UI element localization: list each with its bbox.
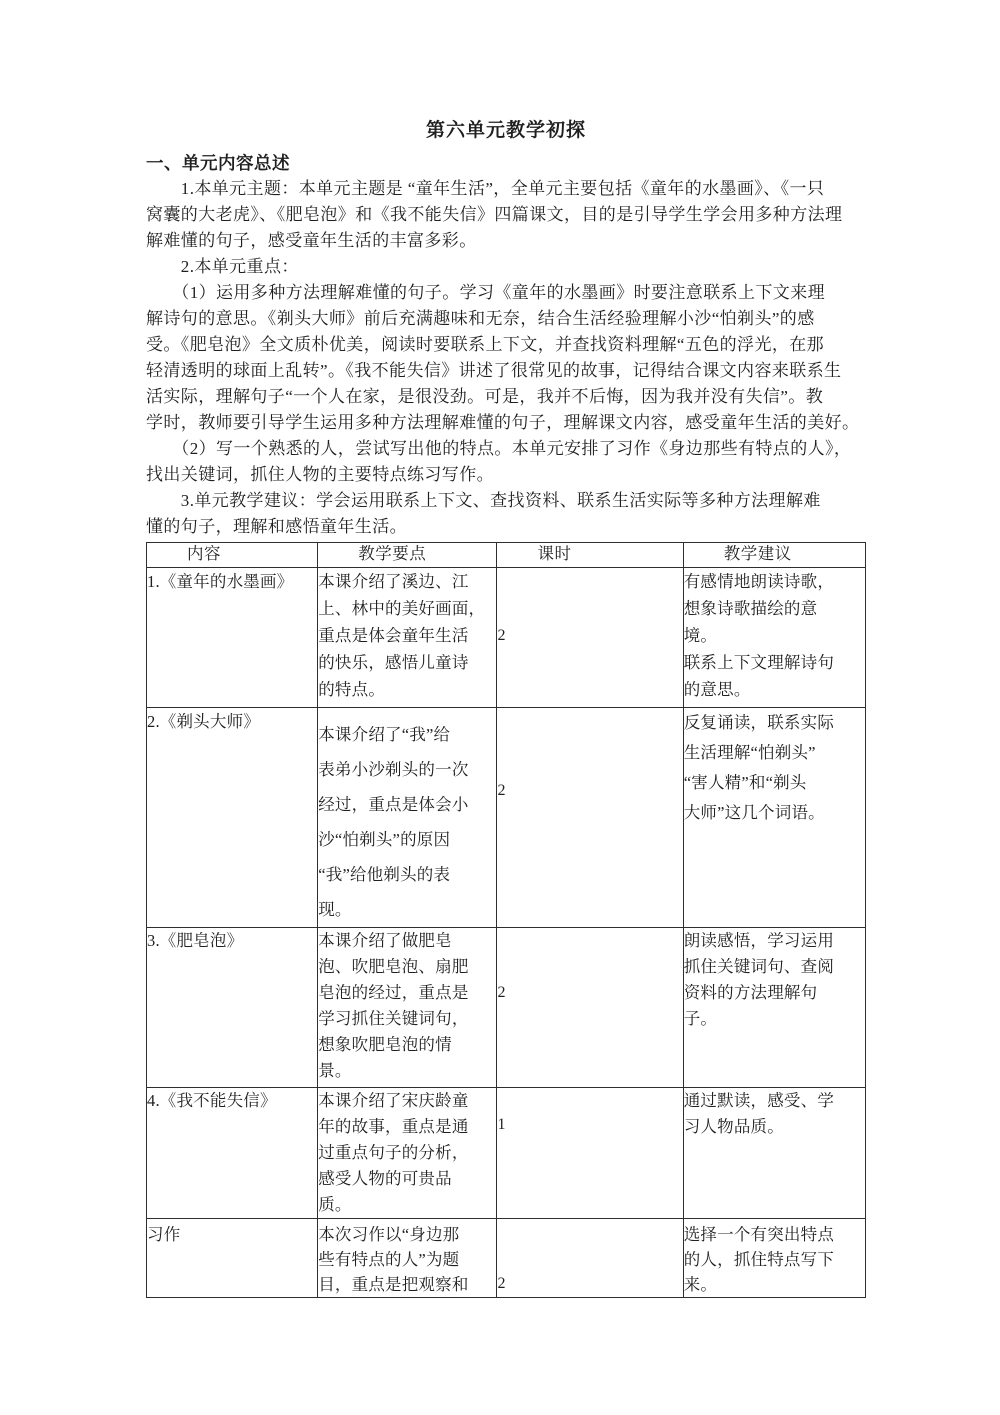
cell-text-line: 1.《童年的水墨画》 [147,572,294,591]
table-row [147,708,866,928]
text-line: 解诗句的意思。《剃头大师》前后充满趣味和无奈，结合生活经验理解小沙“怕剃头”的感 [146,309,815,328]
cell-text-line: 2 [497,782,506,799]
cell-text-line: 习作 [147,1225,181,1244]
cell-text-line: “我”给他剃头的表 [318,865,451,884]
column-header-points: 教学要点 [318,543,497,568]
cell-text-line: 表弟小沙剃头的一次 [318,760,469,779]
page-title: 第六单元教学初探 [425,120,586,141]
cell-text-line: 生活理解“怕剃头” [683,743,816,762]
table-cell-points [318,1219,497,1298]
cell-text-line: 2.《剃头大师》 [147,712,260,731]
text-line: 受。《肥皂泡》全文质朴优美，阅读时要联系上下文，并查找资料理解“五色的浮光，在那 [146,335,825,354]
column-header-hours: 课时 [497,543,683,568]
cell-text-line: 有感情地朗读诗歌， [683,572,835,591]
text-line: 学时，教师要引导学生运用多种方法理解难懂的句子，理解课文内容，感受童年生活的美好。 [146,413,860,432]
text-line: 轻清透明的球面上乱转”。《我不能失信》讲述了很常见的故事，记得结合课文内容来联系生 [146,361,842,380]
table-cell-suggestions [683,928,865,1088]
table-cell-hours [497,928,683,1088]
column-header-content: 内容 [147,543,318,568]
table-cell-points [318,568,497,708]
table-cell-content [147,708,318,928]
table-row [147,1219,866,1298]
cell-text-line: 大师”这几个词语。 [683,803,825,822]
cell-text-line: “害人精”和“剃头 [683,773,807,792]
table-cell-hours [497,708,683,928]
paragraph [146,254,866,280]
cell-text-line: 的人，抓住特点写下 [683,1250,835,1269]
table-cell-hours [497,1219,683,1298]
table-cell-hours [497,1088,683,1219]
table-row [147,1088,866,1219]
paragraph [146,176,866,254]
table-row [147,568,866,708]
table-cell-content [147,1219,318,1298]
cell-text-line: 质。 [318,1195,352,1214]
table-cell-suggestions [683,568,865,708]
cell-text-line: 抓住关键词句、查阅 [683,957,835,976]
text-line: 懂的句子，理解和感悟童年生活。 [146,517,407,536]
cell-text-line: 泡、吹肥皂泡、扇肥 [318,957,469,976]
table-cell-suggestions [683,708,865,928]
cell-text-line: 感受人物的可贵品 [318,1169,452,1188]
table-cell-points [318,928,497,1088]
unit-table-body [147,568,866,1298]
table-cell-suggestions [683,1219,865,1298]
text-line: 2.本单元重点： [146,257,299,276]
cell-text-line: 4.《我不能失信》 [147,1091,277,1110]
cell-text-line: 的意思。 [683,680,751,699]
cell-text-line: 景。 [318,1061,352,1080]
cell-text-line: 1 [497,1116,506,1133]
cell-text-line: 2 [497,627,506,644]
cell-text-line: 上、林中的美好画面， [318,599,486,618]
paragraph [146,436,866,488]
cell-text-line: 2 [497,984,506,1001]
cell-text-line: 来。 [683,1275,718,1294]
text-line: （1）运用多种方法理解难懂的句子。学习《童年的水墨画》时要注意联系上下文来理 [146,283,825,302]
text-line: （2）写一个熟悉的人，尝试写出他的特点。本单元安排了习作《身边那些有特点的人》， [146,439,852,458]
section-heading: 一、单元内容总述 [146,153,290,173]
table-cell-suggestions [683,1088,865,1219]
cell-text-line: 的快乐，感悟儿童诗 [318,653,469,672]
cell-text-line: 过重点句子的分析， [318,1143,469,1162]
cell-text-line: 些有特点的人”为题 [318,1250,460,1269]
cell-text-line: 目，重点是把观察和 [318,1275,469,1294]
table-cell-points [318,708,497,928]
cell-text-line: 习人物品质。 [683,1117,784,1136]
text-line: 活实际，理解句子“一个人在家，是很没劲。可是，我并不后悔，因为我并没有失信”。教 [146,387,824,406]
cell-text-line: 经过，重点是体会小 [318,795,469,814]
cell-text-line: 本课介绍了宋庆龄童 [318,1091,469,1110]
cell-text-line: 本课介绍了“我”给 [318,725,451,744]
cell-text-line: 资料的方法理解句 [683,983,818,1002]
document-content [146,118,866,1298]
cell-text-line: 联系上下文理解诗句 [683,653,835,672]
cell-text-line: 通过默读，感受、学 [683,1091,835,1110]
text-line: 解难懂的句子，感受童年生活的丰富多彩。 [146,231,477,250]
table-row [147,928,866,1088]
cell-text-line: 现。 [318,900,352,919]
column-header-suggestions: 教学建议 [683,543,865,568]
body-paragraphs [146,176,866,540]
cell-text-line: 选择一个有突出特点 [683,1225,835,1244]
table-cell-content [147,928,318,1088]
cell-text-line: 2 [497,1275,506,1292]
table-cell-hours [497,568,683,708]
cell-text-line: 朗读感悟，学习运用 [683,931,835,950]
table-header-row [147,543,866,568]
paragraph [146,488,866,540]
cell-text-line: 皂泡的经过，重点是 [318,983,469,1002]
table-cell-content [147,1088,318,1219]
text-line: 1.本单元主题：本单元主题是 “童年生活”，全单元主要包括《童年的水墨画》、《一只 [146,179,825,198]
cell-text-line: 3.《肥皂泡》 [147,931,244,950]
cell-text-line: 年的故事，重点是通 [318,1117,469,1136]
paragraph [146,280,866,436]
cell-text-line: 子。 [683,1009,718,1028]
table-cell-content [147,568,318,708]
text-line: 窝囊的大老虎》、《肥皂泡》和《我不能失信》四篇课文，目的是引导学生学会用多种方法理 [146,205,843,224]
unit-overview-table [146,542,866,1298]
cell-text-line: 学习抓住关键词句， [318,1009,469,1028]
cell-text-line: 本课介绍了做肥皂 [318,931,452,950]
cell-text-line: 沙“怕剃头”的原因 [318,830,451,849]
cell-text-line: 反复诵读，联系实际 [683,713,835,732]
cell-text-line: 境。 [683,626,718,645]
cell-text-line: 重点是体会童年生活 [318,626,469,645]
cell-text-line: 本课介绍了溪边、江 [318,572,469,591]
table-cell-points [318,1088,497,1219]
cell-text-line: 本次习作以“身边那 [318,1225,460,1244]
cell-text-line: 想象诗歌描绘的意 [683,599,818,618]
cell-text-line: 的特点。 [318,680,386,699]
cell-text-line: 想象吹肥皂泡的情 [318,1035,452,1054]
text-line: 找出关键词，抓住人物的主要特点练习写作。 [146,465,494,484]
text-line: 3.单元教学建议：学会运用联系上下文、查找资料、联系生活实际等多种方法理解难 [146,491,821,510]
